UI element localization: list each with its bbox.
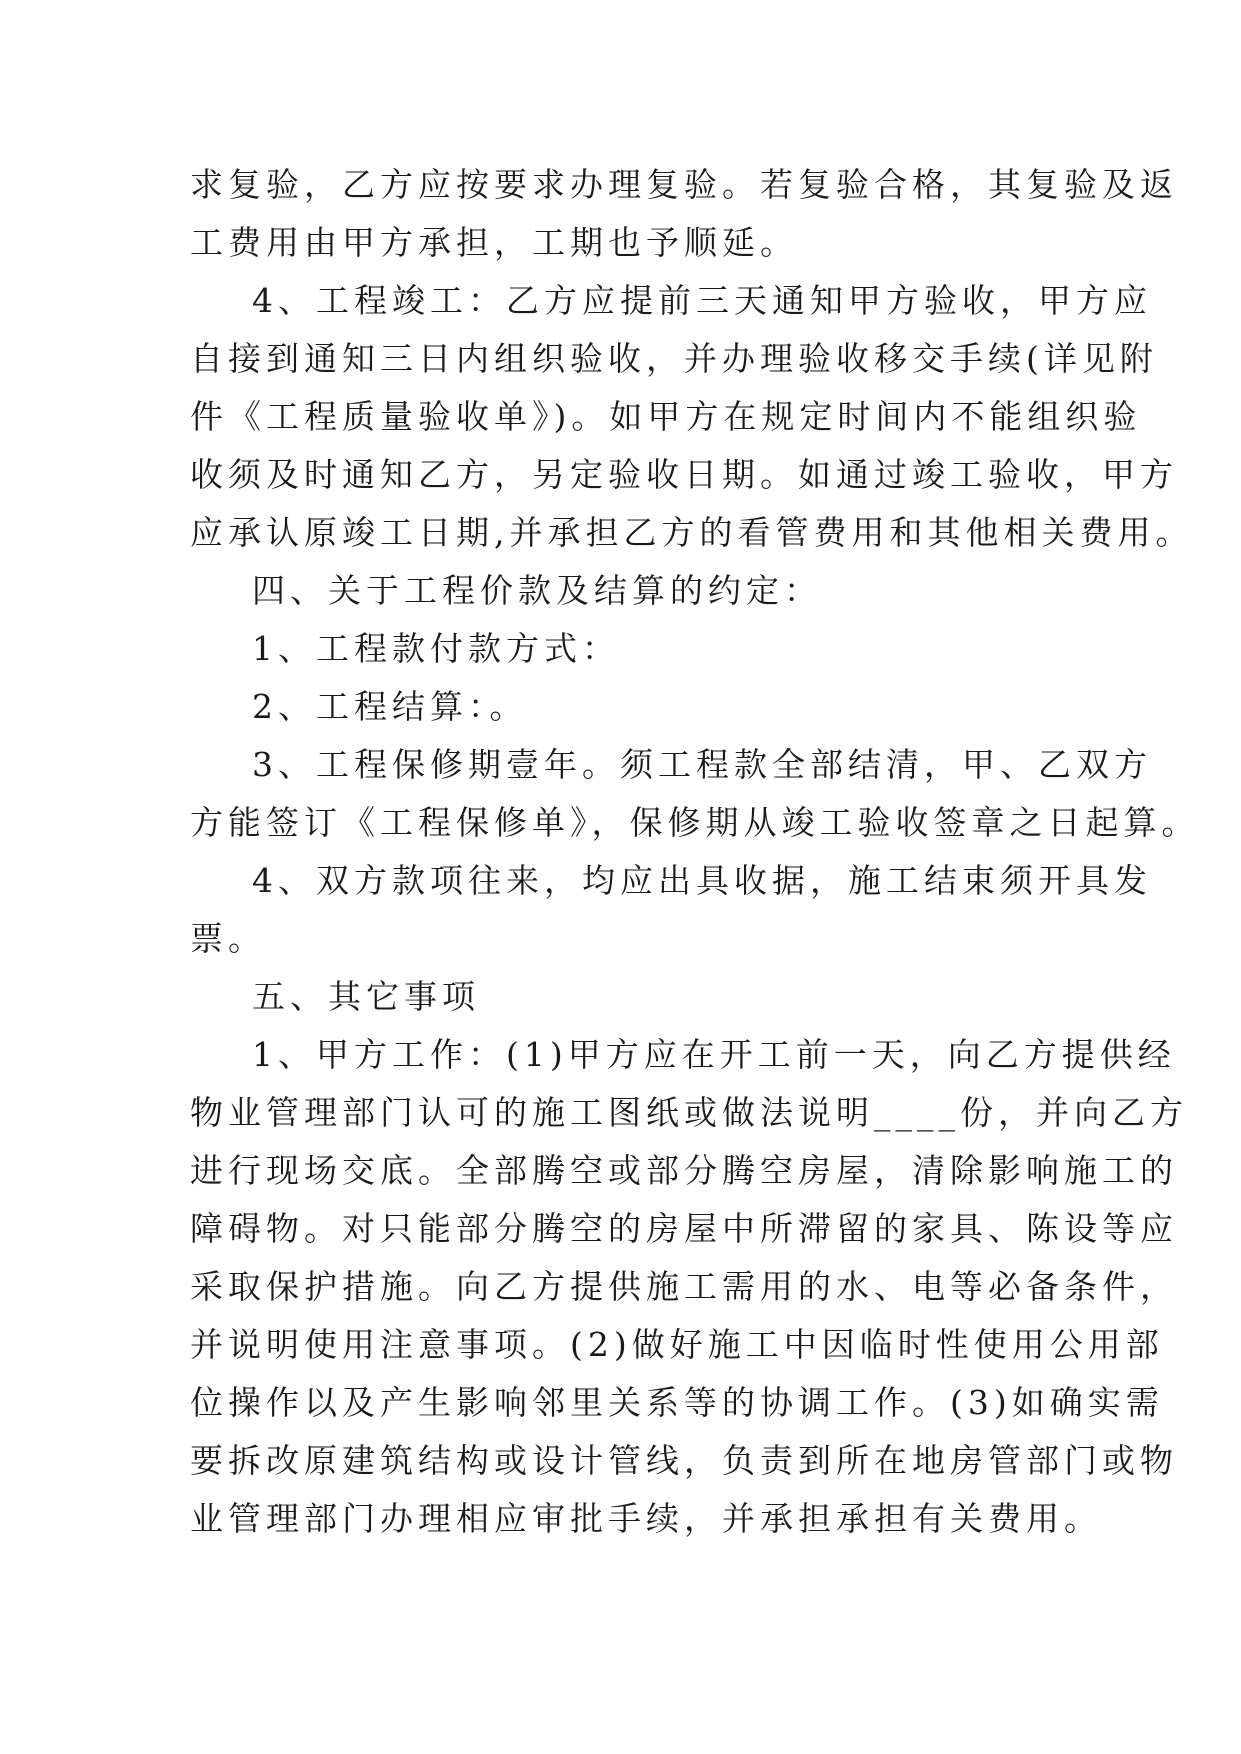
text-line: 自接到通知三日内组织验收，并办理验收移交手续(详见附 [190,339,1158,378]
text-line: 1、甲方工作：(1)甲方应在开工前一天，向乙方提供经 [252,1035,1176,1074]
text-line: 业管理部门办理相应审批手续，并承担承担有关费用。 [190,1499,1102,1538]
text-line: 2、工程结算：。 [252,687,528,726]
text-line: 4、工程竣工：乙方应提前三天通知甲方验收，甲方应 [252,281,1152,320]
text-line: 工费用由甲方承担，工期也予顺延。 [190,223,798,262]
document-body [190,156,1200,1548]
section-heading: 五、其它事项 [252,977,480,1016]
text-line: 进行现场交底。全部腾空或部分腾空房屋，清除影响施工的 [190,1151,1178,1190]
text-line: 并说明使用注意事项。(2)做好施工中因临时性使用公用部 [190,1325,1164,1364]
text-line: 障碍物。对只能部分腾空的房屋中所滞留的家具、陈设等应 [190,1209,1178,1248]
text-line: 件《工程质量验收单》)。如甲方在规定时间内不能组织验 [190,397,1142,436]
text-line: 方能签订《工程保修单》，保修期从竣工验收签章之日起算。 [190,803,1200,842]
text-line: 票。 [190,919,266,958]
text-line: 要拆改原建筑结构或设计管线，负责到所在地房管部门或物 [190,1441,1178,1480]
text-line: 4、双方款项往来，均应出具收据，施工结束须开具发 [252,861,1152,900]
text-line: 应承认原竣工日期,并承担乙方的看管费用和其他相关费用。 [190,513,1194,552]
text-line: 物业管理部门认可的施工图纸或做法说明____份，并向乙方 [190,1093,1188,1132]
section-heading: 四、关于工程价款及结算的约定： [252,571,822,610]
text-line: 3、工程保修期壹年。须工程款全部结清，甲、乙双方 [252,745,1152,784]
text-line: 收须及时通知乙方，另定验收日期。如通过竣工验收，甲方 [190,455,1178,494]
text-line: 采取保护措施。向乙方提供施工需用的水、电等必备条件， [190,1267,1178,1306]
text-line: 1、工程款付款方式： [252,629,620,668]
text-line: 求复验，乙方应按要求办理复验。若复验合格，其复验及返 [190,165,1178,204]
text-line: 位操作以及产生影响邻里关系等的协调工作。(3)如确实需 [190,1383,1164,1422]
